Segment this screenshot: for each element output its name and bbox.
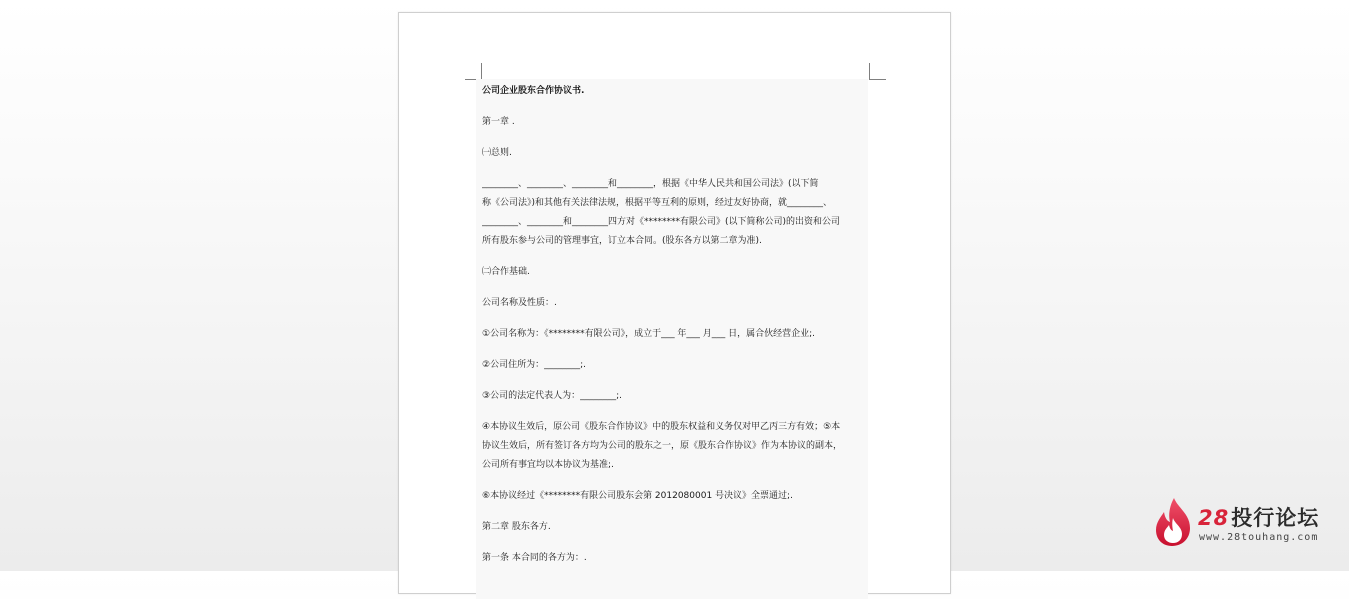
section-heading: ㈡合作基础. [482, 267, 530, 277]
paragraph-line: 公司名称及性质：. [482, 298, 557, 308]
brand-number: 28 [1198, 506, 1230, 530]
flame-icon [1152, 496, 1194, 548]
margin-corner-top-left [465, 63, 482, 80]
brand-url: www.28touhang.com [1199, 532, 1319, 543]
document-title: 公司企业股东合作协议书. [482, 86, 585, 96]
paragraph-line: 公司所有事宜均以本协议为基准;. [482, 460, 614, 470]
chapter-heading: 第一章 . [482, 117, 515, 127]
document-page [398, 12, 951, 594]
paragraph-line: 所有股东参与公司的管理事宜，订立本合同。(股东各方以第二章为准). [482, 236, 762, 246]
brand-name [1198, 506, 1319, 530]
paragraph-line: 称《公司法》)和其他有关法律法规，根据平等互利的原则，经过友好协商，就________、 [482, 198, 833, 208]
paragraph-line: ③公司的法定代表人为：________;. [482, 391, 622, 401]
margin-corner-top-right [869, 63, 886, 80]
paragraph-line: ①公司名称为：《********有限公司》，成立于___ 年___ 月___ 日，属合伙经营企业;. [482, 329, 816, 339]
paragraph-line: 协议生效后，所有签订各方均为公司的股东之一，原《股东合作协议》作为本协议的副本， [482, 441, 843, 451]
paragraph-line: ________、________和________四方对《********有限公司》(以下简称公司)的出资和公司 [482, 217, 841, 227]
brand-text: 投行论坛 [1231, 506, 1320, 530]
watermark-logo [1152, 496, 1332, 552]
paragraph-line: ________、________、________和________，根据《中华人民共和国公司法》(以下简 [482, 179, 819, 189]
paragraph-line: ②公司住所为：________;. [482, 360, 586, 370]
paragraph-line: ④本协议生效后，原公司《股东合作协议》中的股东权益和义务仅对甲乙丙三方有效；⑤本 [482, 422, 841, 432]
document-body[interactable] [476, 79, 868, 599]
paragraph-line: 第一条 本合同的各方为：. [482, 553, 587, 563]
paragraph-line: ⑥本协议经过《********有限公司股东会第 2012080001 号决议》全票通过;. [482, 491, 793, 501]
chapter-heading: 第二章 股东各方. [482, 522, 551, 532]
section-heading: ㈠总则. [482, 148, 512, 158]
